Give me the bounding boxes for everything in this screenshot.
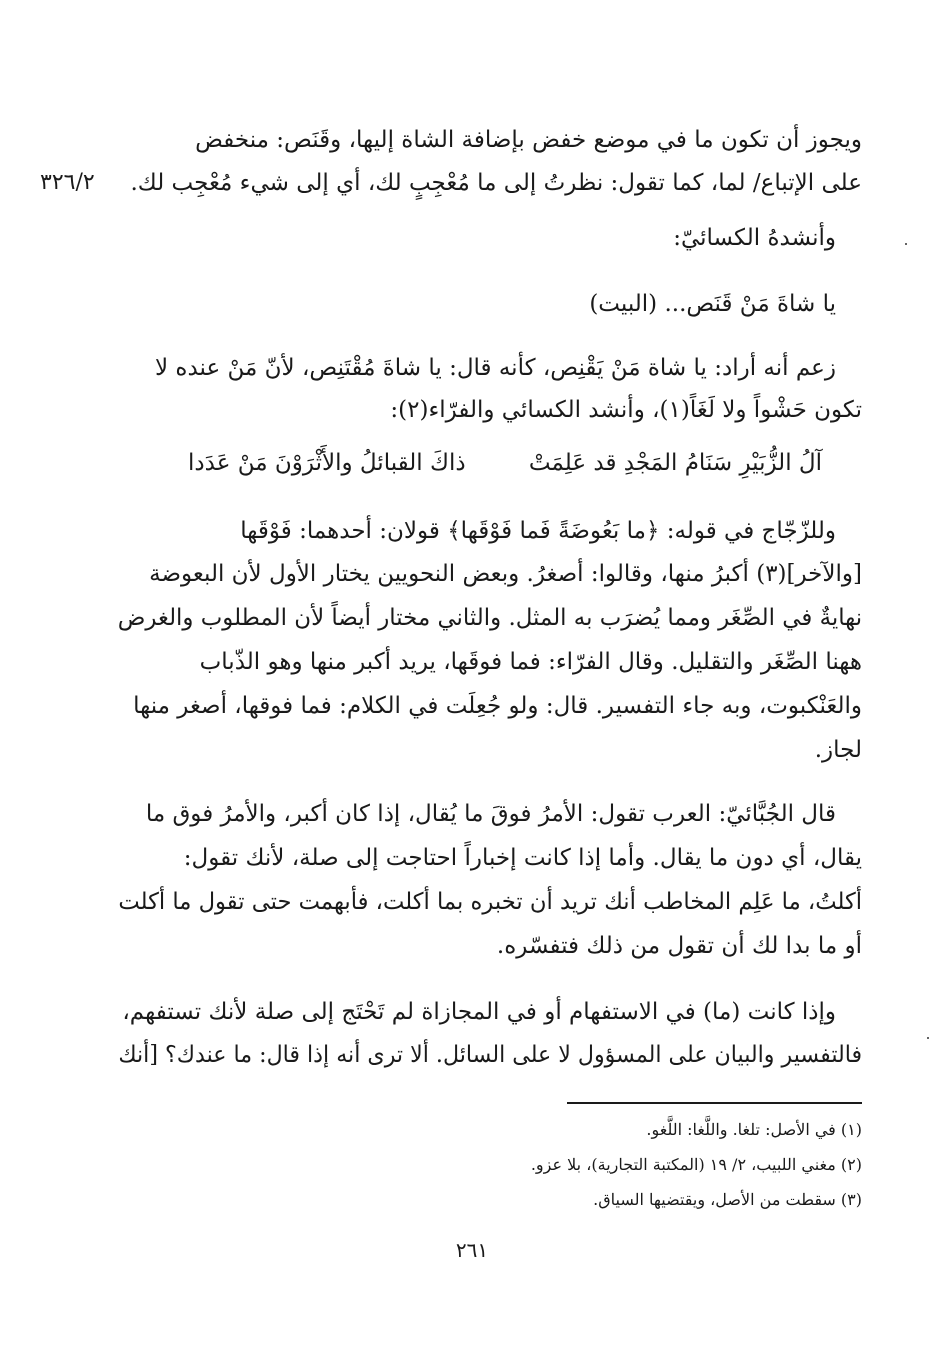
text-line: زعم أنه أراد: يا شاة مَنْ يَقْنِص، كأنه قال: يا شاةَ مُقْتَنِص، لأنّ مَنْ عنده لا	[154, 355, 836, 381]
text-line: فالتفسير والبيان على المسؤول لا على السائل. ألا ترى أنه إذا قال: ما عندك؟ [أنك	[118, 1042, 862, 1068]
text-line: قال الجُبَّائيّ: العرب تقول: الأمرُ فوقَ ما يُقال، إذا كان أكبر، والأمرُ فوق ما	[145, 801, 836, 827]
text-line: لجاز.	[814, 737, 862, 763]
text-line: يا شاةَ مَنْ قَنَص... (البيت)	[589, 291, 836, 317]
footnote-separator	[567, 1102, 862, 1104]
footnote-1: (١) في الأصل: تلغا. واللَّغا: اللَّغو.	[646, 1120, 862, 1139]
text-line: وإذا كانت (ما) في الاستفهام أو في المجازاة لم تَحْتَج إلى صلة لأنك تستفهم،	[122, 999, 836, 1025]
text-line: تكون حَشْواً ولا لَغَاً(١)، وأنشد الكسائي والفرّاء(٢):	[390, 397, 862, 423]
text-line: يقال، أي دون ما يقال. وأما إذا كانت إخباراً احتاجت إلى صلة، لأنك تقول:	[183, 845, 862, 871]
verse-hemistich-first: آلُ الزُّبَيْرِ سَنَامُ المَجْدِ قد عَلِمَتْ	[528, 450, 822, 476]
footnote-3: (٣) سقطت من الأصل، ويقتضيها السياق.	[593, 1190, 862, 1209]
text-line: وللزّجّاج في قوله: ﴿ما بَعُوضَةً فَما فَوْقَها﴾ قولان: أحدهما: فَوْقَها	[240, 518, 836, 544]
footnote-2: (٢) مغني اللبيب، ٢/ ١٩ (المكتبة التجارية)، بلا عزو.	[530, 1155, 862, 1174]
text-line: أو ما بدا لك أن تقول من ذلك فتفسّره.	[496, 933, 862, 959]
text-line: وأنشدهُ الكسائيّ:	[673, 225, 836, 251]
text-line: أكلتُ، ما عَلِم المخاطب أنك تريد أن تخبره بما أكلت، فأبهمت حتى تقول ما أكلت	[118, 889, 862, 915]
verse-hemistich-second: ذاكَ القبائلُ والأَثْرَوْنَ مَنْ عَدَدا	[188, 450, 466, 476]
margin-reference: ٣٢٦/٢	[40, 170, 95, 195]
text-line: [والآخر](٣) أكبرُ منها، وقالوا: أصغرُ. وبعض النحويين يختار الأول لأن البعوضة	[149, 561, 862, 587]
scan-speck	[927, 1037, 929, 1039]
page-number: ٢٦١	[455, 1238, 489, 1262]
scan-speck	[905, 243, 907, 245]
text-line: نهايةٌ في الصِّغَر ومما يُضرَب به المثل. والثاني مختار أيضاً لأن المطلوب والغرض	[117, 605, 862, 631]
text-line: ههنا الصِّغَر والتقليل. وقال الفرّاء: فما فوقَها، يريد أكبر منها وهو الذّباب	[199, 649, 862, 675]
text-line: والعَنْكبوت، وبه جاء التفسير. قال: ولو جُعِلَت في الكلام: فما فوقها، أصغر منها	[133, 693, 862, 719]
text-line: على الإتباع/ لما، كما تقول: نظرتُ إلى ما مُعْجِبٍ لك، أي إلى شيء مُعْجِب لك.	[130, 170, 862, 196]
text-line: ويجوز أن تكون ما في موضع خفض بإضافة الشاة إليها، وقَنَص: منخفض	[195, 127, 862, 153]
